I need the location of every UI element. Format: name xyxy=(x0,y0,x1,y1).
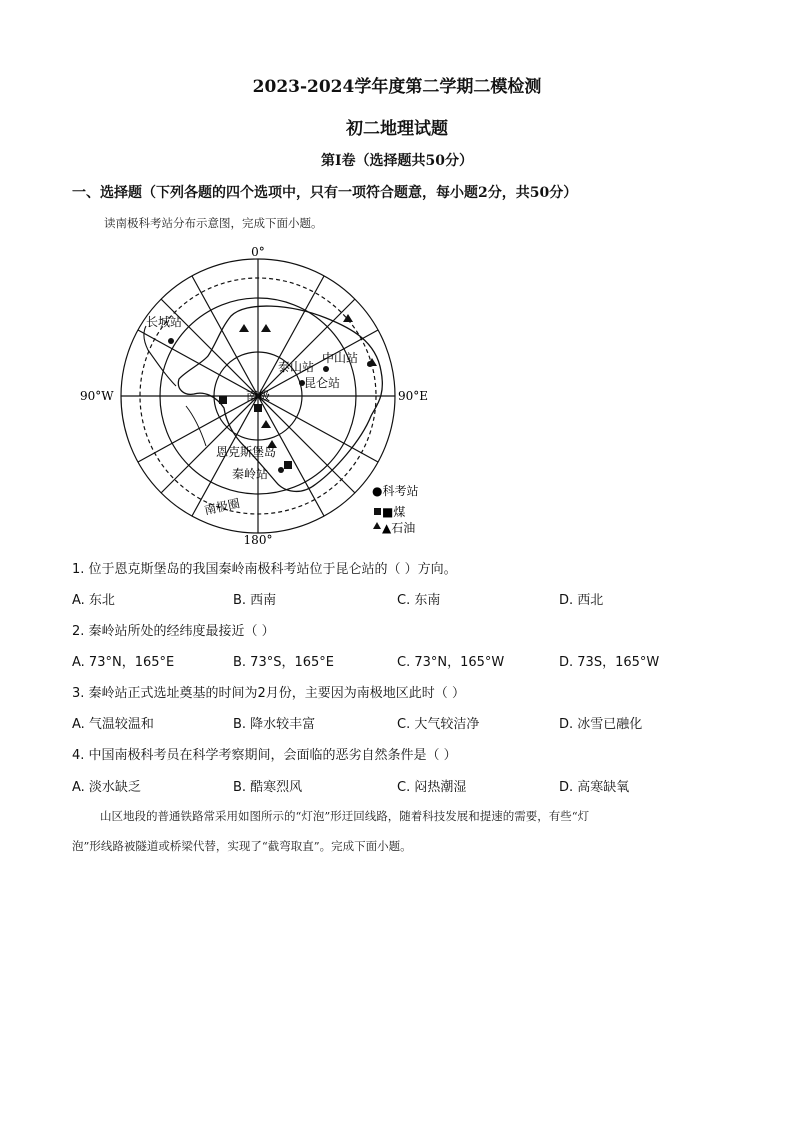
lon-label-bottom: 180° xyxy=(243,533,273,546)
q3-option-c[interactable]: C. 大气较洁净 xyxy=(397,717,480,732)
iron-triangle xyxy=(261,324,271,332)
q1-option-a[interactable]: A. 东北 xyxy=(72,593,115,608)
south-pole-label: 南极 xyxy=(245,389,271,403)
q1-option-b[interactable]: B. 西南 xyxy=(233,593,277,608)
coal-square xyxy=(254,404,262,412)
legend-coal-square xyxy=(374,508,381,515)
q4-option-d[interactable]: D. 高寒缺氧 xyxy=(559,780,630,795)
legend-station: ●科考站 xyxy=(372,484,419,498)
section-heading: 一、选择题（下列各题的四个选项中，只有一项符合题意，每小题2分，共50分） xyxy=(72,185,578,201)
zhongshan-station-label: 中山站 xyxy=(322,351,359,365)
lon-label-top: 0° xyxy=(251,246,265,259)
q1-option-c[interactable]: C. 东南 xyxy=(397,593,441,608)
question-1: 1. 位于恩克斯堡岛的我国秦岭南极科考站位于昆仑站的（ ）方向。 xyxy=(72,562,457,577)
q3-option-b[interactable]: B. 降水较丰富 xyxy=(233,717,316,732)
question-2: 2. 秦岭站所处的经纬度最接近（ ） xyxy=(72,624,275,639)
changcheng-station-label: 长城站 xyxy=(146,315,183,329)
station-dot xyxy=(323,366,329,372)
question-4: 4. 中国南极科考员在科学考察期间，会面临的恶劣自然条件是（ ） xyxy=(72,748,457,763)
iron-triangle xyxy=(261,420,271,428)
lon-label-left: 90°W xyxy=(80,389,114,403)
map-intro: 读南极科考站分布示意图，完成下面小题。 xyxy=(104,216,323,230)
qinling-station-label: 秦岭站 xyxy=(232,467,269,481)
taishan-station-label: 泰山站 xyxy=(278,360,315,374)
antarctica-station-map xyxy=(76,246,436,546)
station-dot xyxy=(278,467,284,473)
kunlun-station-label: 昆仑站 xyxy=(304,376,341,390)
enkesibao-island-label: 恩克斯堡岛 xyxy=(216,445,277,459)
legend-oil-triangle xyxy=(373,522,381,529)
exam-title: 2023-2024学年度第二学期二模检测 xyxy=(252,77,542,97)
antarctic-circle-label: 南极圈 xyxy=(203,496,242,518)
q2-option-d[interactable]: D. 73S，165°W xyxy=(559,655,660,670)
legend-oil-label: ▲石油 xyxy=(382,521,416,535)
coal-square xyxy=(219,396,227,404)
station-dot xyxy=(168,338,174,344)
q2-option-c[interactable]: C. 73°N，165°W xyxy=(397,655,505,670)
lon-label-right: 90°E xyxy=(398,389,429,403)
q2-option-a[interactable]: A. 73°N，165°E xyxy=(72,655,175,670)
question-3: 3. 秦岭站正式选址奠基的时间为2月份，主要因为南极地区此时（ ） xyxy=(72,686,465,701)
exam-subject: 初二地理试题 xyxy=(346,119,448,139)
q3-option-d[interactable]: D. 冰雪已融化 xyxy=(559,717,643,732)
q3-option-a[interactable]: A. 气温较温和 xyxy=(72,717,154,732)
passage-2-line-2: 泡”形线路被隧道或桥梁代替，实现了“截弯取直”。完成下面小题。 xyxy=(72,839,412,853)
q2-option-b[interactable]: B. 73°S，165°E xyxy=(233,655,335,670)
legend-coal-label: ■煤 xyxy=(382,505,406,519)
station-dot xyxy=(367,361,373,367)
coal-square xyxy=(284,461,292,469)
iron-triangle xyxy=(239,324,249,332)
q1-option-d[interactable]: D. 西北 xyxy=(559,593,604,608)
volume-heading: 第Ⅰ卷（选择题共50分） xyxy=(320,153,474,169)
q4-option-c[interactable]: C. 闷热潮湿 xyxy=(397,780,467,795)
q4-option-b[interactable]: B. 酷寒烈风 xyxy=(233,780,303,795)
q4-option-a[interactable]: A. 淡水缺乏 xyxy=(72,780,141,795)
passage-2-line-1: 山区地段的普通铁路常采用如图所示的“灯泡”形迂回线路，随着科技发展和提速的需要，有些“灯 xyxy=(100,809,590,823)
